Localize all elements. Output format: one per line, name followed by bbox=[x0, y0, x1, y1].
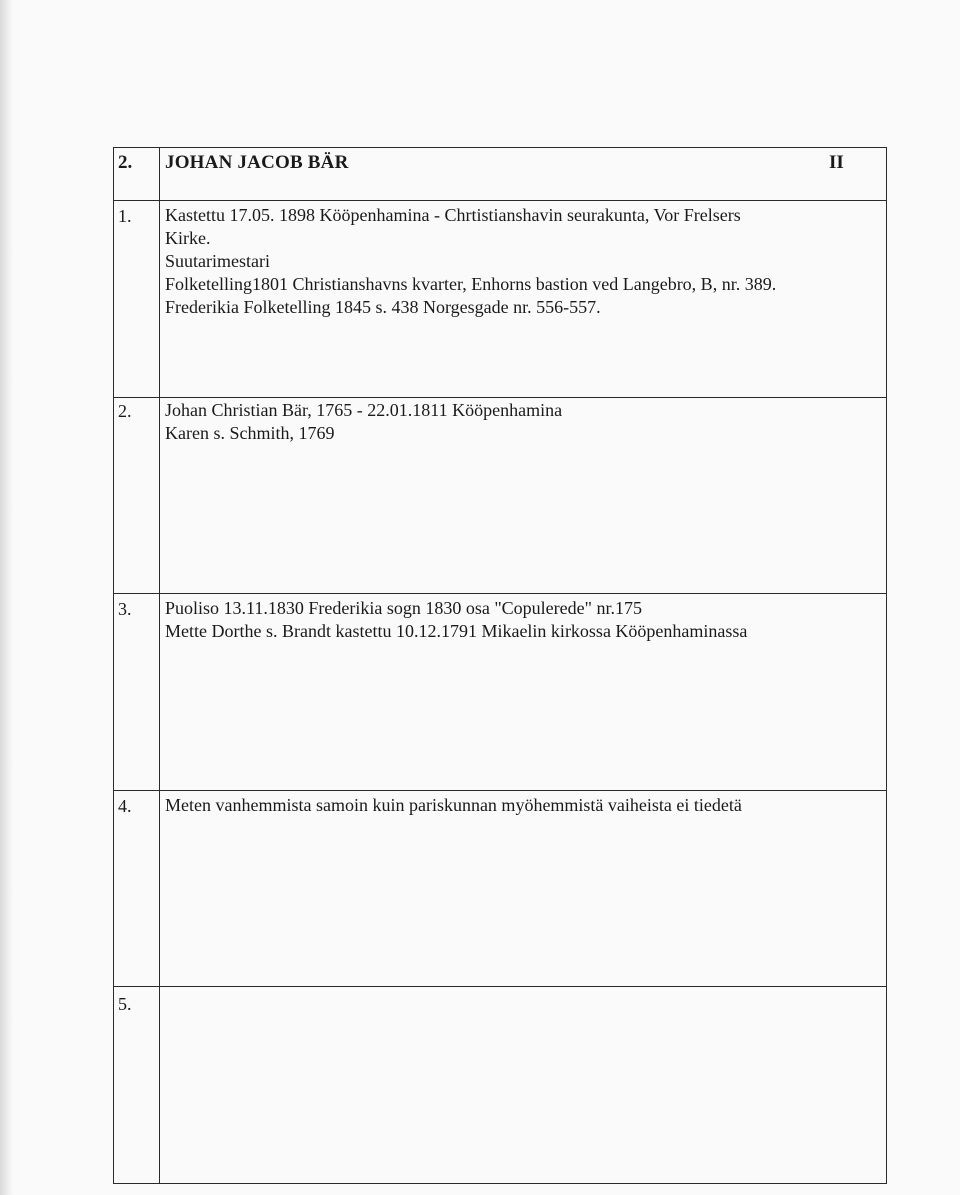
row-4-text bbox=[165, 794, 742, 817]
header-number: 2. bbox=[118, 152, 133, 173]
row-5-number: 5. bbox=[118, 994, 132, 1014]
header-divider bbox=[114, 200, 886, 201]
row-divider-1 bbox=[114, 397, 886, 398]
row-2-number: 2. bbox=[118, 401, 132, 421]
row-1-line: Kastettu 17.05. 1898 Kööpenhamina - Chrtistianshavin seurakunta, Vor Frelsers bbox=[165, 205, 741, 225]
row-3-line: Mette Dorthe s. Brandt kastettu 10.12.1791 Mikaelin kirkossa Kööpenhaminassa bbox=[165, 621, 748, 641]
row-2-text bbox=[165, 399, 562, 445]
row-1-line: Kirke. bbox=[165, 228, 211, 248]
row-2-line: Johan Christian Bär, 1765 - 22.01.1811 Kööpenhamina bbox=[165, 400, 563, 420]
row-4-number: 4. bbox=[118, 796, 132, 816]
row-3-text bbox=[165, 597, 747, 643]
row-1-line: Frederikia Folketelling 1845 s. 438 Norgesgade nr. 556-557. bbox=[165, 297, 601, 317]
row-divider-2 bbox=[114, 593, 886, 594]
row-1-line: Folketelling1801 Christianshavns kvarter, Enhorns bastion ved Langebro, B, nr. 389. bbox=[165, 274, 777, 294]
row-1-line: Suutarimestari bbox=[165, 251, 270, 271]
generation-label: II bbox=[829, 152, 844, 173]
page-edge-shadow bbox=[0, 0, 14, 1195]
row-3-line: Puoliso 13.11.1830 Frederikia sogn 1830 osa "Copulerede" nr.175 bbox=[165, 598, 642, 618]
person-name-title: JOHAN JACOB BÄR bbox=[165, 152, 349, 173]
row-divider-4 bbox=[114, 986, 886, 987]
row-1-text bbox=[165, 204, 776, 319]
row-4-line: Meten vanhemmista samoin kuin pariskunnan myöhemmistä vaiheista ei tiedetä bbox=[165, 795, 742, 815]
row-3-number: 3. bbox=[118, 599, 132, 619]
row-2-line: Karen s. Schmith, 1769 bbox=[165, 423, 335, 443]
row-1-number: 1. bbox=[118, 206, 132, 226]
column-divider bbox=[159, 148, 160, 1183]
row-divider-3 bbox=[114, 790, 886, 791]
